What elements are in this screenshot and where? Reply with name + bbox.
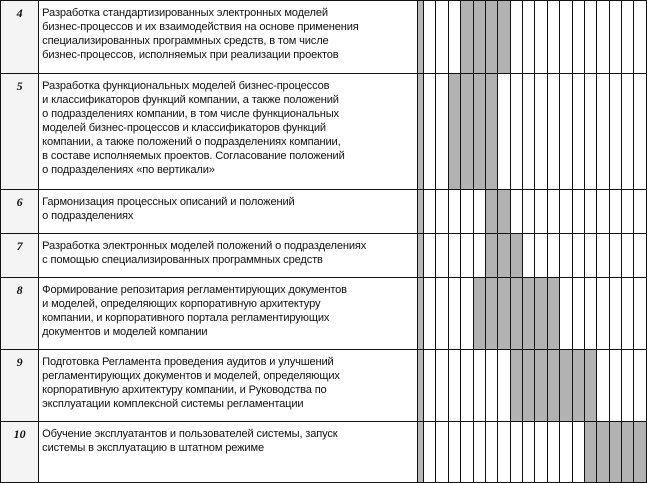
table-row [1,421,647,482]
schedule-cell-active [510,350,522,421]
schedule-cell [436,350,448,421]
schedule-cell [560,277,572,349]
schedule-cell [535,74,547,190]
schedule-cell-active [473,74,485,190]
schedule-cell-active [461,74,473,190]
schedule-cell [547,74,559,190]
schedule-cell [461,421,473,482]
schedule-cell-active [498,234,510,277]
schedule-cell [609,350,621,421]
schedule-cell [424,277,436,349]
schedule-cell-active [609,421,621,482]
schedule-cell [498,350,510,421]
schedule-cell [424,74,436,190]
schedule-cell-active [584,421,596,482]
schedule-cell [448,350,460,421]
schedule-cell-active [485,234,497,277]
schedule-cell-active [485,1,497,74]
schedule-cell [572,190,584,234]
schedule-cell [572,74,584,190]
schedule-cell [572,1,584,74]
schedule-cell [634,234,647,277]
schedule-cell [560,1,572,74]
schedule-cell [523,74,535,190]
schedule-cell [622,74,634,190]
schedule-cell-active [485,277,497,349]
table-row [1,277,647,349]
schedule-cell [510,74,522,190]
schedule-cell [473,350,485,421]
task-description: Обучение эксплуатантов и пользователей системы, запуск системы в эксплуатацию в штатном режиме [39,421,418,482]
schedule-cell [609,277,621,349]
schedule-cell [597,1,609,74]
schedule-cell-active [572,350,584,421]
schedule-cell [547,190,559,234]
task-description: Разработка функциональных моделей бизнес-процессов и классификаторов функций компании, а также положений о подразделениях компании, в том числе функциональных моделей бизнес-процессов и классификаторов функций компании, а также положений о подразделениях компании, в составе исполняемых проектов. Согласование положений о подразделениях «по вертикали» [39,74,418,190]
schedule-cell [436,190,448,234]
schedule-cell [448,1,460,74]
schedule-cell-active [523,277,535,349]
schedule-cell [597,234,609,277]
schedule-cell [634,190,647,234]
schedule-cell [473,421,485,482]
schedule-cell [448,234,460,277]
schedule-cell-active [535,277,547,349]
row-number: 5 [1,74,39,190]
schedule-cell-active [448,74,460,190]
schedule-cell-active [584,350,596,421]
schedule-cell [609,190,621,234]
schedule-cell-active [622,421,634,482]
schedule-cell [424,234,436,277]
schedule-cell [634,350,647,421]
schedule-cell [448,277,460,349]
schedule-cell [523,190,535,234]
schedule-cell-active [498,190,510,234]
schedule-cell [622,277,634,349]
schedule-cell [424,190,436,234]
schedule-cell [510,1,522,74]
schedule-cell [523,234,535,277]
schedule-cell [448,190,460,234]
schedule-cell [535,190,547,234]
schedule-cell [436,74,448,190]
table-row [1,74,647,190]
schedule-cell [436,1,448,74]
schedule-cell-active [510,234,522,277]
task-description: Подготовка Регламента проведения аудитов и улучшений регламентирующих документов и моделей, определяющих корпоративную архитектуру компании, и Руководства по эксплуатации комплексной системы регламентации [39,350,418,421]
schedule-cell [622,350,634,421]
schedule-cell [498,74,510,190]
schedule-cell [523,1,535,74]
schedule-cell [584,234,596,277]
schedule-cell [473,190,485,234]
schedule-cell [584,190,596,234]
schedule-cell [622,190,634,234]
schedule-cell [634,1,647,74]
schedule-cell [609,74,621,190]
table-row [1,350,647,421]
schedule-cell [424,421,436,482]
task-description: Гармонизация процессных описаний и положений о подразделениях [39,190,418,234]
schedule-cell [473,234,485,277]
schedule-cell [560,234,572,277]
schedule-cell [498,421,510,482]
task-description: Разработка стандартизированных электронных моделей бизнес-процессов и их взаимодействия на основе применения специализированных программных средств, в том числе бизнес-процессов, исполняемых при реализации проектов [39,1,418,74]
schedule-cell-active [473,277,485,349]
schedule-cell [436,421,448,482]
schedule-cell [622,234,634,277]
schedule-cell [597,277,609,349]
schedule-cell [572,421,584,482]
schedule-cell [424,350,436,421]
schedule-cell [622,1,634,74]
schedule-cell [448,421,460,482]
row-number: 9 [1,350,39,421]
schedule-cell [461,234,473,277]
schedule-cell-active [523,350,535,421]
schedule-cell-active [535,350,547,421]
schedule-cell [547,1,559,74]
table-row [1,234,647,277]
schedule-cell [560,190,572,234]
schedule-cell [461,190,473,234]
schedule-cell [547,421,559,482]
table-row [1,1,647,74]
schedule-cell [597,74,609,190]
schedule-cell [634,277,647,349]
schedule-cell [634,74,647,190]
task-description: Разработка электронных моделей положений о подразделениях с помощью специализированных программных средств [39,234,418,277]
schedule-cell [535,234,547,277]
gantt-body [1,1,647,483]
schedule-cell-active [461,1,473,74]
schedule-cell [572,234,584,277]
table-row [1,190,647,234]
schedule-cell [436,234,448,277]
schedule-cell [560,74,572,190]
schedule-cell [424,1,436,74]
schedule-cell-active [634,421,647,482]
schedule-cell [597,350,609,421]
row-number: 7 [1,234,39,277]
row-number: 10 [1,421,39,482]
schedule-cell [510,421,522,482]
schedule-cell-active [547,277,559,349]
schedule-cell-active [560,350,572,421]
schedule-cell [597,190,609,234]
schedule-cell-active [597,421,609,482]
row-number: 8 [1,277,39,349]
schedule-cell [609,234,621,277]
schedule-cell [572,277,584,349]
schedule-cell [535,1,547,74]
row-number: 4 [1,1,39,74]
schedule-cell [535,421,547,482]
schedule-cell [523,421,535,482]
task-description: Формирование репозитария регламентирующих документов и моделей, определяющих корпоративную архитектуру компании, и корпоративного портала регламентирующих документов и моделей компании [39,277,418,349]
schedule-cell [584,74,596,190]
schedule-cell [485,350,497,421]
schedule-cell-active [485,74,497,190]
schedule-cell [609,1,621,74]
schedule-cell [461,277,473,349]
schedule-cell-active [547,350,559,421]
schedule-cell-active [510,277,522,349]
schedule-cell [584,1,596,74]
schedule-cell [584,277,596,349]
schedule-cell [485,421,497,482]
schedule-cell [547,234,559,277]
schedule-cell-active [498,1,510,74]
schedule-cell [510,190,522,234]
row-number: 6 [1,190,39,234]
schedule-cell [461,350,473,421]
schedule-cell-active [485,190,497,234]
schedule-cell [436,277,448,349]
schedule-cell-active [498,277,510,349]
schedule-cell [560,421,572,482]
schedule-cell-active [473,1,485,74]
